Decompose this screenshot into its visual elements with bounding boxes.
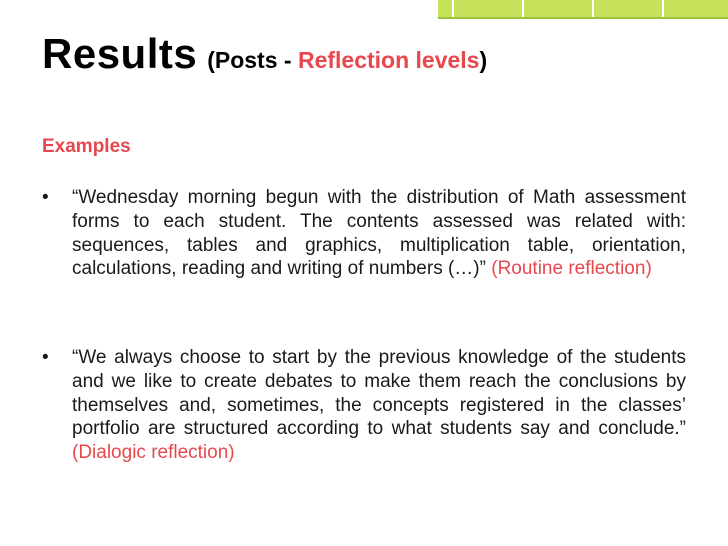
slide-title (42, 30, 487, 78)
decor-bar (438, 17, 728, 19)
decor-cell (454, 0, 522, 17)
decor-cell (524, 0, 592, 17)
quote-text: “Wednesday morning begun with the distribution of Math assessment forms to each student. The contents assessed was related with: sequences, tables and graphics, multiplication table, orientation, calculations, reading and writing of numbers (…)” (72, 187, 686, 280)
section-label: Examples (42, 136, 131, 157)
bullet-item (42, 186, 686, 281)
bullet-text (72, 346, 686, 465)
decorative-header-grid (438, 0, 728, 17)
decor-cell (438, 0, 452, 17)
bullet-dot: • (42, 347, 49, 368)
quote-text: “We always choose to start by the previous knowledge of the students and we like to create debates to make them reach the conclusions by themselves and, sometimes, the concepts registered in the classes’ portfolio are structured according to what students say and conclude.” (72, 347, 686, 440)
subtitle-suffix: ) (479, 47, 488, 73)
title-main: Results (42, 30, 198, 77)
subtitle-highlight: Reflection levels (297, 47, 480, 73)
decor-cell (594, 0, 662, 17)
reflection-tag: (Routine reflection) (491, 258, 652, 280)
title-subtitle (207, 47, 487, 73)
subtitle-prefix: (Posts - (207, 47, 298, 73)
reflection-tag: (Dialogic reflection) (72, 442, 235, 464)
bullet-item (42, 346, 686, 465)
bullet-dot: • (42, 187, 49, 208)
decor-cell (664, 0, 728, 17)
bullet-text (72, 186, 686, 281)
